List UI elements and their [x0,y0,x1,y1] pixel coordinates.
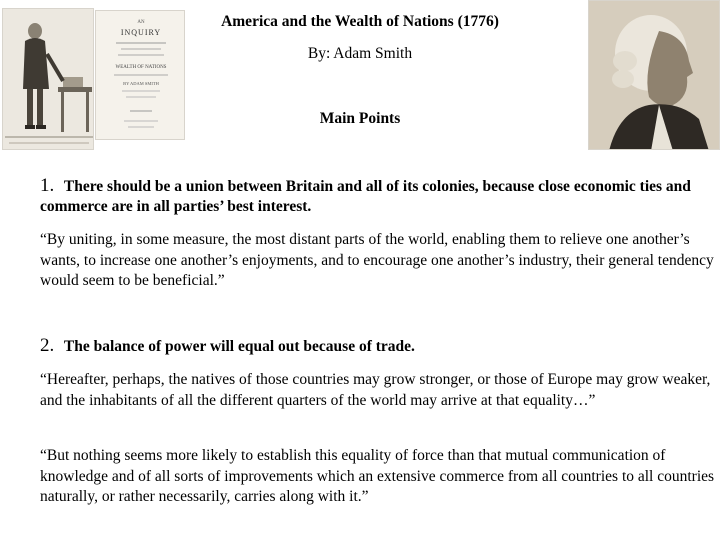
supporting-quote: “By uniting, in some measure, the most distant parts of the world, enabling them to relieve one another’s wants, to increase one another’s enjoyments, and to encourage one another’s industry, their general tendency would seem to be beneficial.” [40,231,714,289]
adam-smith-engraving-image [2,8,94,150]
main-point-1 [40,176,716,217]
point-text: There should be a union between Britain and all of its colonies, because close economic ties and commerce are in all parties’ best interest. [40,178,691,215]
title-page-line-4: BY ADAM SMITH [123,81,159,86]
title-page-line-1: AN [137,20,145,25]
main-point-2 [40,336,716,357]
supporting-quote: “But nothing seems more likely to establish this equality of force than that mutual communication of knowledge and of all sorts of improvements which an extensive commerce from all countries to all countries naturally, or rather necessarily, carries along with it.” [40,447,715,505]
point-number: 1. [40,175,55,196]
point-number: 2. [40,335,55,356]
point-text: The balance of power will equal out because of trade. [63,338,415,355]
wealth-of-nations-title-page-image [95,10,185,140]
standing-figure-illustration [3,9,94,150]
section-heading: Main Points [319,110,401,127]
document-author: By: Adam Smith [307,45,413,62]
title-page-line-2: INQUIRY [120,28,162,37]
supporting-quote: “Hereafter, perhaps, the natives of those countries may grow stronger, or those of Europe may grow weaker, and the inhabitants of all the different quarters of the world may arrive at that equality…” [40,371,711,409]
portrait-illustration [589,1,720,150]
title-page-illustration [96,11,185,140]
adam-smith-portrait-image [588,0,720,150]
title-page-line-3: WEALTH OF NATIONS [115,65,167,70]
document-title: America and the Wealth of Nations (1776) [221,13,499,30]
